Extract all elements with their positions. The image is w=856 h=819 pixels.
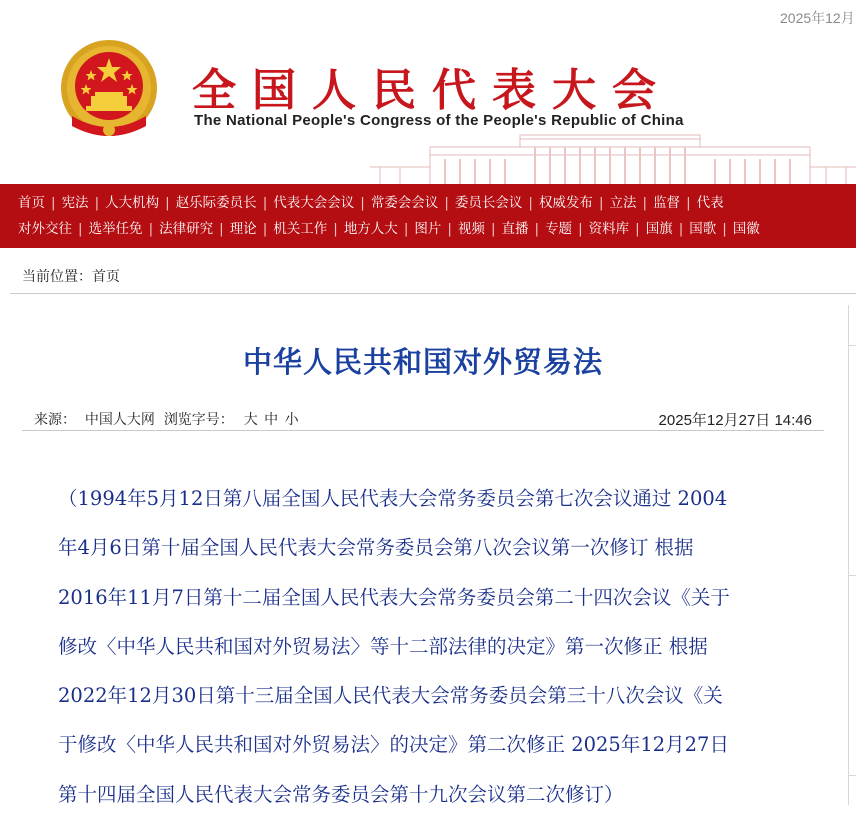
article-paragraph-line: 于修改〈中华人民共和国对外贸易法〉的决定》第二次修正 2025年12月27日 <box>58 733 729 757</box>
fontsize-label: 浏览字号： <box>163 412 234 428</box>
nav-separator: | <box>444 195 449 211</box>
nav-item[interactable]: 代表 <box>696 195 724 211</box>
nav-item[interactable]: 权威发布 <box>538 195 593 211</box>
nav-item[interactable]: 宪法 <box>61 195 89 211</box>
font-size-medium-button[interactable]: 中 <box>264 412 279 428</box>
nav-item[interactable]: 委员长会议 <box>454 195 523 211</box>
nav-separator: | <box>403 221 409 237</box>
breadcrumb-divider <box>10 293 856 294</box>
article-paragraph-line: 修改〈中华人民共和国对外贸易法〉等十二部法律的决定》第一次修正 根据 <box>58 634 708 658</box>
nav-item[interactable]: 人大机构 <box>105 195 160 211</box>
nav-item[interactable]: 监督 <box>653 195 681 211</box>
nav-separator: | <box>635 221 640 237</box>
nav-item[interactable]: 代表大会会议 <box>273 195 355 211</box>
article-paragraph-line: 第十四届全国人民代表大会常务委员会第十九次会议第二次修订） <box>58 782 624 806</box>
article-paragraph-line: 2016年11月7日第十二届全国人民代表大会常务委员会第二十四次会议《关于 <box>58 585 730 609</box>
nav-item[interactable]: 赵乐际委员长 <box>175 195 257 211</box>
great-hall-illustration <box>370 127 856 184</box>
nav-item[interactable]: 资料库 <box>588 221 630 237</box>
nav-separator: | <box>148 221 154 237</box>
nav-item[interactable]: 立法 <box>609 195 637 211</box>
nav-item[interactable]: 国徽 <box>732 221 760 237</box>
nav-separator: | <box>262 221 268 237</box>
article-meta-left <box>34 409 300 429</box>
header-date: 2025年12月 <box>780 10 855 26</box>
article-datetime: 2025年12月27日 14:46 <box>658 412 812 429</box>
nav-separator: | <box>94 195 100 211</box>
nav-item[interactable]: 法律研究 <box>159 221 214 237</box>
nav-item[interactable]: 国歌 <box>689 221 717 237</box>
nav-separator: | <box>598 195 604 211</box>
nav-item[interactable]: 选举任免 <box>88 221 143 237</box>
font-size-large-button[interactable]: 大 <box>243 412 258 428</box>
nav-separator: | <box>686 195 691 211</box>
font-size-small-button[interactable]: 小 <box>284 412 299 428</box>
article-paragraph-line: （1994年5月12日第八届全国人民代表大会常务委员会第七次会议通过 2004 <box>58 487 728 510</box>
article-paragraph-line: 年4月6日第十届全国人民代表大会常务委员会第八次会议第一次修订 根据 <box>58 536 694 560</box>
nav-separator: | <box>678 221 684 237</box>
site-banner <box>0 32 856 184</box>
nav-item[interactable]: 专题 <box>545 221 573 237</box>
nav-separator: | <box>722 221 727 237</box>
breadcrumb-label: 当前位置： <box>22 269 92 285</box>
nav-item[interactable]: 视频 <box>457 221 485 237</box>
nav-separator: | <box>78 221 83 237</box>
nav-item[interactable]: 首页 <box>18 195 45 211</box>
nav-item[interactable]: 图片 <box>414 221 442 237</box>
nav-separator: | <box>165 195 170 211</box>
article-paragraph-line: 2022年12月30日第十三届全国人民代表大会常务委员会第三十八次会议《关 <box>58 684 723 708</box>
nav-separator: | <box>51 195 56 211</box>
site-title-cn: 全国人民代表大会 <box>192 65 672 116</box>
nav-row-2 <box>18 218 760 240</box>
nav-item[interactable]: 理论 <box>229 221 257 237</box>
nav-item[interactable]: 机关工作 <box>273 221 328 237</box>
source-value: 中国人大网 <box>84 412 155 428</box>
main-nav <box>0 184 856 248</box>
nav-item[interactable]: 国旗 <box>645 221 673 237</box>
article-meta <box>22 409 822 431</box>
national-emblem-icon[interactable] <box>58 38 160 146</box>
source-label: 来源： <box>34 412 76 428</box>
nav-separator: | <box>578 221 583 237</box>
meta-divider <box>22 430 824 431</box>
nav-item[interactable]: 地方人大 <box>343 221 398 237</box>
nav-separator: | <box>528 195 533 211</box>
right-sidebar-edge <box>848 305 856 805</box>
nav-item[interactable]: 常委会会议 <box>370 195 439 211</box>
nav-separator: | <box>534 221 540 237</box>
article-body <box>58 474 798 819</box>
nav-separator: | <box>219 221 224 237</box>
nav-separator: | <box>333 221 338 237</box>
nav-item[interactable]: 直播 <box>501 221 529 237</box>
nav-item[interactable]: 对外交往 <box>18 221 72 237</box>
article-title: 中华人民共和国对外贸易法 <box>242 345 603 379</box>
breadcrumb <box>22 266 120 286</box>
nav-separator: | <box>360 195 365 211</box>
nav-separator: | <box>490 221 496 237</box>
nav-separator: | <box>262 195 268 211</box>
nav-separator: | <box>447 221 452 237</box>
site-title-en: The National People's Congress of the People's Republic of China <box>194 112 684 129</box>
nav-row-1 <box>18 192 724 214</box>
nav-separator: | <box>642 195 648 211</box>
breadcrumb-home-link[interactable]: 首页 <box>92 269 120 285</box>
